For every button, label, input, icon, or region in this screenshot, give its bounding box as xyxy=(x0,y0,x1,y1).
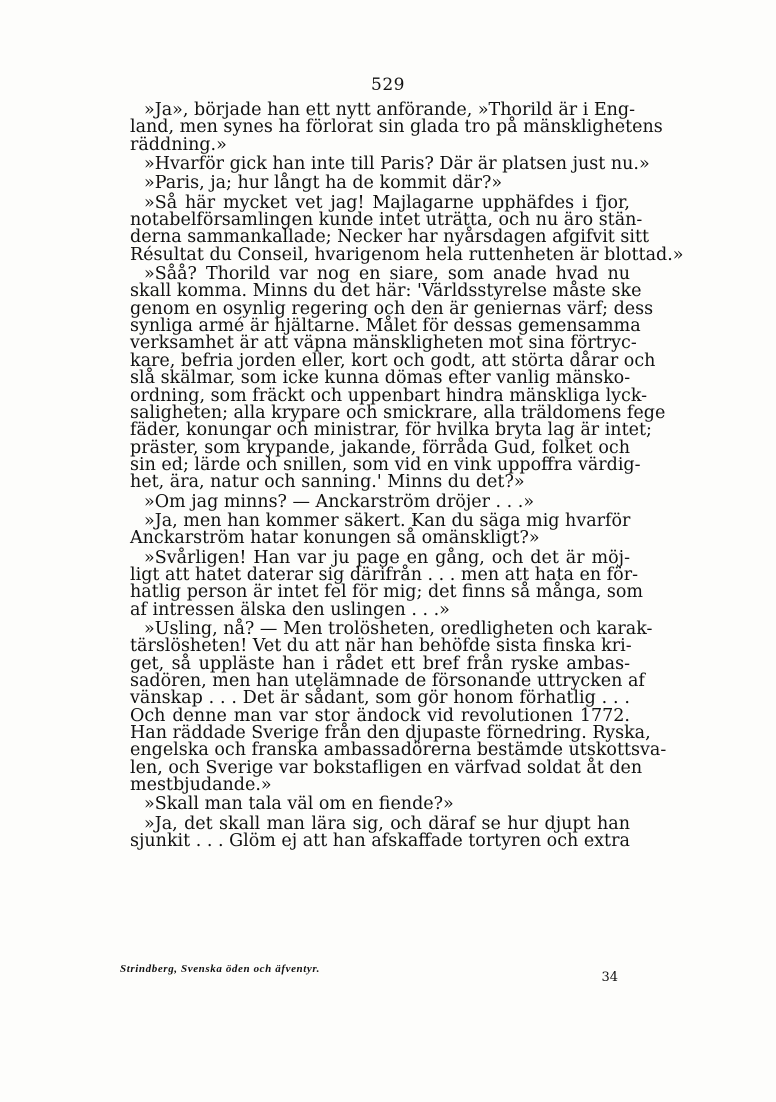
text-line: genom en osynlig regering och den är geniernas värf; dess xyxy=(130,298,654,319)
text-line: sjunkit . . . Glöm ej att han afskaffade tortyren och extra xyxy=(130,831,630,852)
body-text xyxy=(130,100,684,852)
text-line: »Svårligen! Han var ju page en gång, och det är möj- xyxy=(144,547,630,568)
text-line: »Paris, ja; hur långt ha de kommit där?» xyxy=(144,173,503,194)
text-line: get, så uppläste han i rådet ett bref från ryske ambas- xyxy=(130,653,630,674)
text-line: saligheten; alla krypare och smickrare, alla träldomens fege xyxy=(130,402,666,423)
text-line: sin ed; lärde och snillen, som vid en vink uppoffra värdig- xyxy=(130,454,641,475)
text-line: kare, befria jorden eller, kort och godt, att störta dårar och xyxy=(130,350,656,371)
text-line: verksamhet är att väpna mänskligheten mot sina förtryc- xyxy=(130,333,637,354)
text-line: ligt att hatet daterar sig därifrån . . . men att hata en för- xyxy=(130,564,638,585)
text-line: »Usling, nå? — Men trolösheten, oredligheten och karak- xyxy=(144,618,653,639)
text-line: mestbjudande.» xyxy=(130,775,272,796)
text-line: engelska och franska ambassadörerna bestämde utskottsva- xyxy=(130,740,667,761)
text-line: fäder, konungar och ministrar, för hvilka bryta lag är intet; xyxy=(130,420,652,441)
text-line: vänskap . . . Det är sådant, som gör honom förhatlig . . . xyxy=(130,688,630,709)
text-line: hatlig person är intet fel för mig; det finns så många, som xyxy=(130,582,644,603)
text-line: skall komma. Minns du det här: 'Världsstyrelse måste ske xyxy=(130,281,642,302)
text-line: Och denne man var stor ändock vid revolutionen 1772. xyxy=(130,705,630,726)
footer-book-title: Strindberg, Svenska öden och äfventyr. xyxy=(120,963,321,975)
text-line: »Skall man tala väl om en fiende?» xyxy=(144,794,454,815)
text-line: tärslösheten! Vet du att när han behöfde sista finska kri- xyxy=(130,636,632,657)
text-line: slå skälmar, som icke kunna dömas efter vanlig mänsko- xyxy=(130,368,631,389)
text-line: präster, som krypande, jakande, förråda Gud, folket och xyxy=(130,437,630,458)
text-line: »Hvarför gick han inte till Paris? Där är platsen just nu.» xyxy=(144,154,650,175)
text-line: »Ja», började han ett nytt anförande, »Thorild är i Eng- xyxy=(144,100,636,120)
text-line: Han räddade Sverige från den djupaste förnedring. Ryska, xyxy=(130,723,651,744)
signature-mark: 34 xyxy=(601,970,618,985)
text-line: »Ja, det skall man lära sig, och däraf se hur djupt han xyxy=(144,813,630,834)
text-line: »Så här mycket vet jag! Majlagarne upphäfdes i fjor, xyxy=(144,192,630,213)
text-line: sadören, men han utelämnade de försonande uttrycken af xyxy=(130,671,645,691)
text-line: synliga armé är hjältarne. Målet för dessas gemensamma xyxy=(130,316,641,337)
text-line: af intressen älska den uslingen . . .» xyxy=(130,599,450,620)
text-line: Résultat du Conseil, hvarigenom hela ruttenheten är blottad.» xyxy=(130,244,684,265)
text-line: »Ja, men han kommer säkert. Kan du säga mig hvarför xyxy=(144,510,631,531)
text-line: »Såå? Thorild var nog en siare, som anade hvad nu xyxy=(144,264,630,285)
text-line: notabelförsamlingen kunde intet uträtta, och nu äro stän- xyxy=(130,210,643,231)
text-line: len, och Sverige var bokstafligen en värfvad soldat åt den xyxy=(130,757,643,778)
text-line: het, ära, natur och sanning.' Minns du det?» xyxy=(130,472,525,493)
text-line: räddning.» xyxy=(130,134,227,155)
text-line: »Om jag minns? — Anckarström dröjer . . .» xyxy=(144,491,535,512)
text-line: land, men synes ha förlorat sin glada tro på mänsklighetens xyxy=(130,117,663,138)
text-line: derna sammankallade; Necker har nyårsdagen afgifvit sitt xyxy=(130,227,650,248)
text-line: ordning, som fräckt och uppenbart hindra mänskliga lyck- xyxy=(130,385,648,406)
text-line: Anckarström hatar konungen så omänskligt?» xyxy=(130,528,540,549)
page-footer xyxy=(120,960,620,985)
page-number: 529 xyxy=(371,75,405,95)
